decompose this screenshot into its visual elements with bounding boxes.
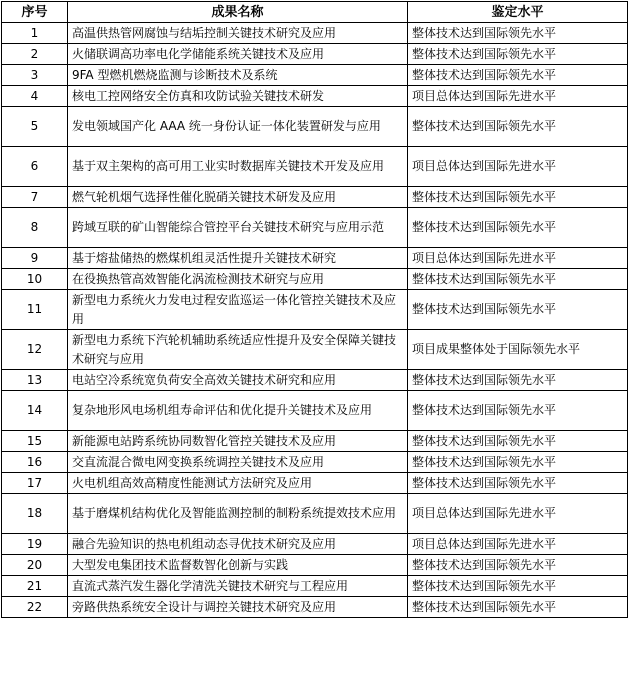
row-number: 12	[2, 330, 68, 370]
row-name: 燃气轮机烟气选择性催化脱硝关键技术研发及应用	[68, 187, 408, 208]
row-name: 新型电力系统下汽轮机辅助系统适应性提升及安全保障关键技术研究与应用	[68, 330, 408, 370]
row-number: 14	[2, 391, 68, 431]
row-name: 交直流混合微电网变换系统调控关键技术及应用	[68, 452, 408, 473]
row-level: 项目总体达到国际先进水平	[408, 494, 628, 534]
table-row	[2, 431, 628, 452]
row-number: 13	[2, 370, 68, 391]
row-level: 整体技术达到国际领先水平	[408, 208, 628, 248]
table-row	[2, 147, 628, 187]
row-name: 高温供热管网腐蚀与结垢控制关键技术研究及应用	[68, 23, 408, 44]
row-level: 整体技术达到国际领先水平	[408, 576, 628, 597]
row-name: 火储联调高功率电化学储能系统关键技术及应用	[68, 44, 408, 65]
achievements-table	[1, 1, 628, 618]
row-level: 整体技术达到国际领先水平	[408, 555, 628, 576]
row-number: 21	[2, 576, 68, 597]
table-row	[2, 86, 628, 107]
row-number: 16	[2, 452, 68, 473]
row-level: 整体技术达到国际领先水平	[408, 269, 628, 290]
row-level: 项目总体达到国际先进水平	[408, 86, 628, 107]
row-number: 19	[2, 534, 68, 555]
row-number: 15	[2, 431, 68, 452]
row-level: 整体技术达到国际领先水平	[408, 107, 628, 147]
table-row	[2, 452, 628, 473]
row-name: 跨域互联的矿山智能综合管控平台关键技术研究与应用示范	[68, 208, 408, 248]
row-number: 2	[2, 44, 68, 65]
header-serial-number: 序号	[2, 2, 68, 23]
table-row	[2, 23, 628, 44]
row-name: 旁路供热系统安全设计与调控关键技术研究及应用	[68, 597, 408, 618]
table-row	[2, 330, 628, 370]
table-row	[2, 65, 628, 86]
row-number: 6	[2, 147, 68, 187]
row-level: 整体技术达到国际领先水平	[408, 431, 628, 452]
row-level: 项目成果整体处于国际领先水平	[408, 330, 628, 370]
table-row	[2, 370, 628, 391]
row-number: 22	[2, 597, 68, 618]
row-number: 3	[2, 65, 68, 86]
table-row	[2, 473, 628, 494]
row-level: 整体技术达到国际领先水平	[408, 65, 628, 86]
row-number: 4	[2, 86, 68, 107]
row-name: 9FA 型燃机燃烧监测与诊断技术及系统	[68, 65, 408, 86]
row-number: 9	[2, 248, 68, 269]
row-name: 基于双主架构的高可用工业实时数据库关键技术开发及应用	[68, 147, 408, 187]
row-name: 新型电力系统火力发电过程安监巡运一体化管控关键技术及应用	[68, 290, 408, 330]
row-name: 核电工控网络安全仿真和攻防试验关键技术研发	[68, 86, 408, 107]
row-name: 基于磨煤机结构优化及智能监测控制的制粉系统提效技术应用	[68, 494, 408, 534]
row-number: 18	[2, 494, 68, 534]
row-level: 整体技术达到国际领先水平	[408, 391, 628, 431]
row-level: 项目总体达到国际先进水平	[408, 248, 628, 269]
row-level: 整体技术达到国际领先水平	[408, 23, 628, 44]
table-row	[2, 494, 628, 534]
row-level: 项目总体达到国际先进水平	[408, 147, 628, 187]
row-level: 整体技术达到国际领先水平	[408, 473, 628, 494]
row-level: 整体技术达到国际领先水平	[408, 187, 628, 208]
row-name: 火电机组高效高精度性能测试方法研究及应用	[68, 473, 408, 494]
row-name: 复杂地形风电场机组寿命评估和优化提升关键技术及应用	[68, 391, 408, 431]
table-header-row	[2, 2, 628, 23]
table-row	[2, 44, 628, 65]
table-row	[2, 597, 628, 618]
row-name: 发电领域国产化 AAA 统一身份认证一体化装置研发与应用	[68, 107, 408, 147]
row-level: 整体技术达到国际领先水平	[408, 44, 628, 65]
row-number: 20	[2, 555, 68, 576]
table-row	[2, 107, 628, 147]
row-name: 融合先验知识的热电机组动态寻优技术研究及应用	[68, 534, 408, 555]
row-number: 5	[2, 107, 68, 147]
row-number: 11	[2, 290, 68, 330]
row-level: 整体技术达到国际领先水平	[408, 370, 628, 391]
table-row	[2, 534, 628, 555]
table-row	[2, 208, 628, 248]
table-row	[2, 576, 628, 597]
row-level: 项目总体达到国际先进水平	[408, 534, 628, 555]
row-name: 基于熔盐储热的燃煤机组灵活性提升关键技术研究	[68, 248, 408, 269]
row-name: 新能源电站跨系统协同数智化管控关键技术及应用	[68, 431, 408, 452]
row-number: 10	[2, 269, 68, 290]
table-row	[2, 269, 628, 290]
row-number: 17	[2, 473, 68, 494]
header-appraisal-level: 鉴定水平	[408, 2, 628, 23]
table-row	[2, 290, 628, 330]
row-level: 整体技术达到国际领先水平	[408, 290, 628, 330]
table-row	[2, 391, 628, 431]
table-row	[2, 187, 628, 208]
table-row	[2, 248, 628, 269]
header-achievement-name: 成果名称	[68, 2, 408, 23]
row-name: 直流式蒸汽发生器化学清洗关键技术研究与工程应用	[68, 576, 408, 597]
table-row	[2, 555, 628, 576]
row-level: 整体技术达到国际领先水平	[408, 452, 628, 473]
row-number: 1	[2, 23, 68, 44]
row-number: 7	[2, 187, 68, 208]
row-name: 大型发电集团技术监督数智化创新与实践	[68, 555, 408, 576]
row-name: 电站空冷系统宽负荷安全高效关键技术研究和应用	[68, 370, 408, 391]
row-number: 8	[2, 208, 68, 248]
row-level: 整体技术达到国际领先水平	[408, 597, 628, 618]
row-name: 在役换热管高效智能化涡流检测技术研究与应用	[68, 269, 408, 290]
